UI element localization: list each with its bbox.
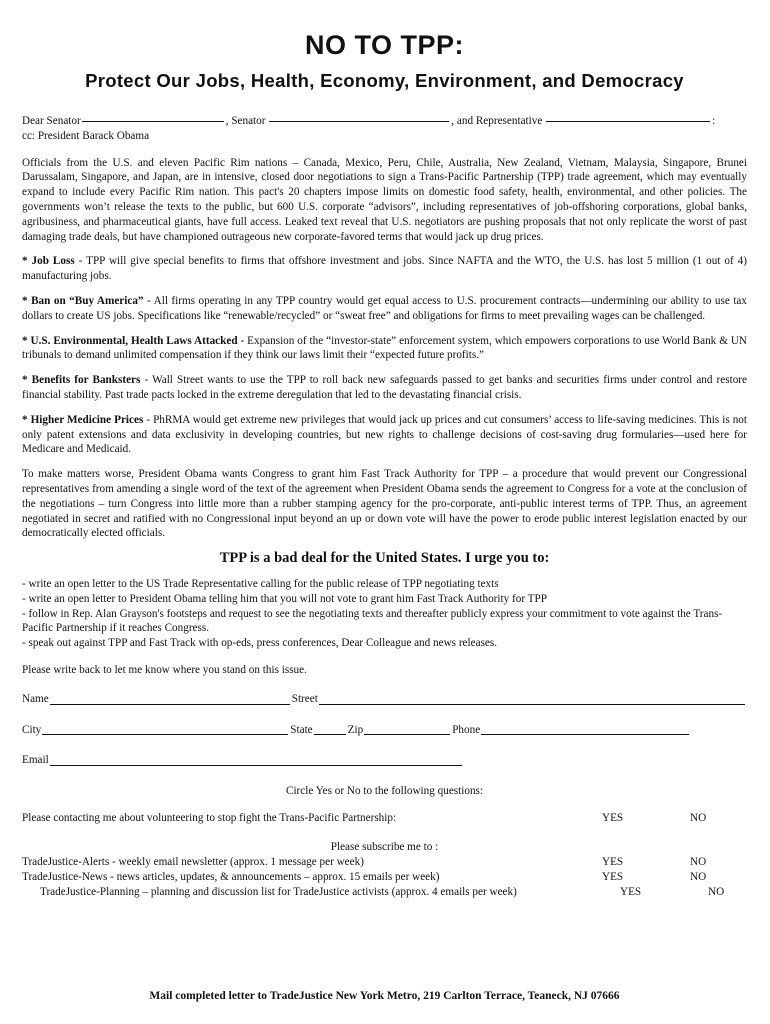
subscription-label: TradeJustice-Planning – planning and discussion list for TradeJustice activists (approx. 4 emails per week) <box>40 885 517 898</box>
point-job-loss <box>22 254 747 284</box>
action-item: - speak out against TPP and Fast Track with op-eds, press conferences, Dear Colleague and news releases. <box>22 637 498 650</box>
city-field[interactable] <box>42 723 288 735</box>
street-field[interactable] <box>319 693 745 705</box>
senator-1-blank[interactable] <box>82 110 224 122</box>
point-heading: * U.S. Environmental, Health Laws Attacked <box>22 334 238 347</box>
name-street-row <box>22 692 747 707</box>
senator-2-blank[interactable] <box>269 110 449 122</box>
point-heading: * Ban on “Buy America” <box>22 294 144 307</box>
cc-line: cc: President Barack Obama <box>22 129 150 142</box>
subscription-label: TradeJustice-News - news articles, updates, & announcements – approx. 15 emails per week) <box>22 870 440 883</box>
letter-body <box>22 110 747 900</box>
zip-label: Zip <box>347 723 364 736</box>
street-label: Street <box>291 692 318 705</box>
email-row <box>22 753 747 768</box>
state-field[interactable] <box>314 723 346 735</box>
volunteer-question-row <box>22 811 747 826</box>
point-text: - All firms operating in any TPP country would get equal access to U.S. procurement contracts—undermining our ability to use tax dollars to create US jobs. Specifications like “renewable/recycled” or “sweat free” and obligations for firms to meet prevailing wages can be challenged. <box>22 294 747 322</box>
point-heading: * Benefits for Banksters <box>22 374 141 387</box>
intro-paragraph: Officials from the U.S. and eleven Pacific Rim nations – Canada, Mexico, Peru, Chile, Australia, New Zealand, Vietnam, Malaysia, Singapore, Brunei Darussalam, Singapore, and Japan, are in intensive, closed door negotiations to sign a Trans-Pacific Partnership (TPP) trade agreement, which may eventually expand to include every Pacific Rim nation. This pact's 20 chapters impose limits on domestic food safety, health, environmental, and other policies. The governments won’t release the texts to the public, but 600 U.S. corporate “advisors”, including representatives of job-offshoring corporations, global banks, agribusiness, and pharmaceutical giants, have full access. Leaked text reveal that U.S. negotiators are pushing proposals that not only replicate the worst of past damaging trade deals, but have championed outrageous new corporate-favored terms that would jack up drug prices. <box>22 156 747 243</box>
subscription-row-alerts <box>22 855 747 870</box>
action-item: - write an open letter to President Obama telling him that you will not vote to grant him Fast Track Authority for TPP <box>22 592 547 605</box>
subscription-label: TradeJustice-Alerts - weekly email newsletter (approx. 1 message per week) <box>22 855 364 868</box>
point-medicine-prices <box>22 413 747 457</box>
point-buy-america <box>22 294 747 324</box>
name-label: Name <box>22 692 49 705</box>
salutation-colon: : <box>712 115 716 127</box>
subscribe-intro: Please subscribe me to : <box>330 840 439 853</box>
mailing-address: Mail completed letter to TradeJustice New York Metro, 219 Carlton Terrace, Teaneck, NJ 07666 <box>149 990 620 1002</box>
point-heading: * Job Loss <box>22 255 75 268</box>
fast-track-paragraph: To make matters worse, President Obama wants Congress to grant him Fast Track Authority for TPP – a procedure that would prevent our Congressional representatives from amending a single word of the text of the agreement when President Obama sends the agreement to Congress for a vote at the conclusion of the negotiations – turn Congress into little more than a rubber stamping agency for the pro-corporate, anti-public interest terms of TPP. Thus, an agreement negotiated in secret and ratified with no Congressional input beyond an up or down vote will have the power to erode public interest legislation enacted by our democratically elected officials. <box>22 468 747 540</box>
alerts-yes-option[interactable]: YES <box>602 855 624 868</box>
planning-no-option[interactable]: NO <box>708 885 725 898</box>
city-state-row <box>22 723 747 738</box>
alerts-no-option[interactable]: NO <box>690 855 707 868</box>
volunteer-yes-option[interactable]: YES <box>602 811 624 824</box>
city-label: City <box>22 723 42 736</box>
volunteer-no-option[interactable]: NO <box>690 811 707 824</box>
news-no-option[interactable]: NO <box>690 870 707 883</box>
phone-label: Phone <box>452 723 481 736</box>
point-environmental-health <box>22 334 747 364</box>
action-item: - write an open letter to the US Trade Representative calling for the public release of TPP negotiating texts <box>22 577 499 590</box>
news-yes-option[interactable]: YES <box>602 870 624 883</box>
circle-instruction: Circle Yes or No to the following questions: <box>285 785 483 798</box>
call-to-action-title: TPP is a bad deal for the United States. I urge you to: <box>219 550 550 567</box>
name-field[interactable] <box>50 693 290 705</box>
action-list <box>22 577 747 651</box>
zip-field[interactable] <box>364 723 450 735</box>
point-heading: * Higher Medicine Prices <box>22 413 144 426</box>
subscription-row-planning <box>22 885 747 900</box>
dear-senator-label: Dear Senator <box>22 115 81 127</box>
salutation <box>22 110 747 144</box>
phone-field[interactable] <box>481 723 689 735</box>
point-text: - TPP will give special benefits to firms that offshore investment and jobs. Since NAFTA and the WTO, the U.S. has lost 5 million (1 out of 4) manufacturing jobs. <box>22 255 747 283</box>
page-title: NO TO TPP: <box>304 30 464 60</box>
page-subtitle: Protect Our Jobs, Health, Economy, Environment, and Democracy <box>85 70 684 91</box>
representative-label: , and Representative <box>451 115 543 127</box>
state-label: State <box>290 723 313 736</box>
subscription-row-news <box>22 870 747 885</box>
point-banksters <box>22 373 747 403</box>
point-text: - Wall Street wants to use the TPP to roll back new safeguards passed to get banks and securities firms under control and restore financial stability. Past trade pacts locked in the extreme deregulation that led to the devastating financial crisis. <box>22 374 747 401</box>
write-back-line: Please write back to let me know where you stand on this issue. <box>22 663 307 676</box>
volunteer-question: Please contacting me about volunteering to stop fight the Trans-Pacific Partnership: <box>22 811 397 824</box>
action-item: - follow in Rep. Alan Grayson's footsteps and request to see the negotiating texts and thereafter publicly express your commitment to vote against the Trans-Pacific Partnership if it reaches Congress. <box>22 607 723 635</box>
planning-yes-option[interactable]: YES <box>620 885 642 898</box>
representative-blank[interactable] <box>546 110 710 122</box>
email-field[interactable] <box>50 754 462 766</box>
point-text: - PhRMA would get extreme new privileges that would jack up prices and cut consumers’ access to life-saving medicines. This is not only patent extensions and data exclusivity in developing countries, but new rights to challenge decisions of cost-saving drug formularies—used here for Medicare and Medicaid. <box>22 413 747 456</box>
point-text: - Expansion of the “investor-state” enforcement system, which empowers corporations to use World Bank & UN tribunals to demand unlimited compensation if they think our laws limit their “expected future profits.” <box>22 334 747 362</box>
senator-label: , Senator <box>225 115 266 127</box>
email-label: Email <box>22 754 49 767</box>
